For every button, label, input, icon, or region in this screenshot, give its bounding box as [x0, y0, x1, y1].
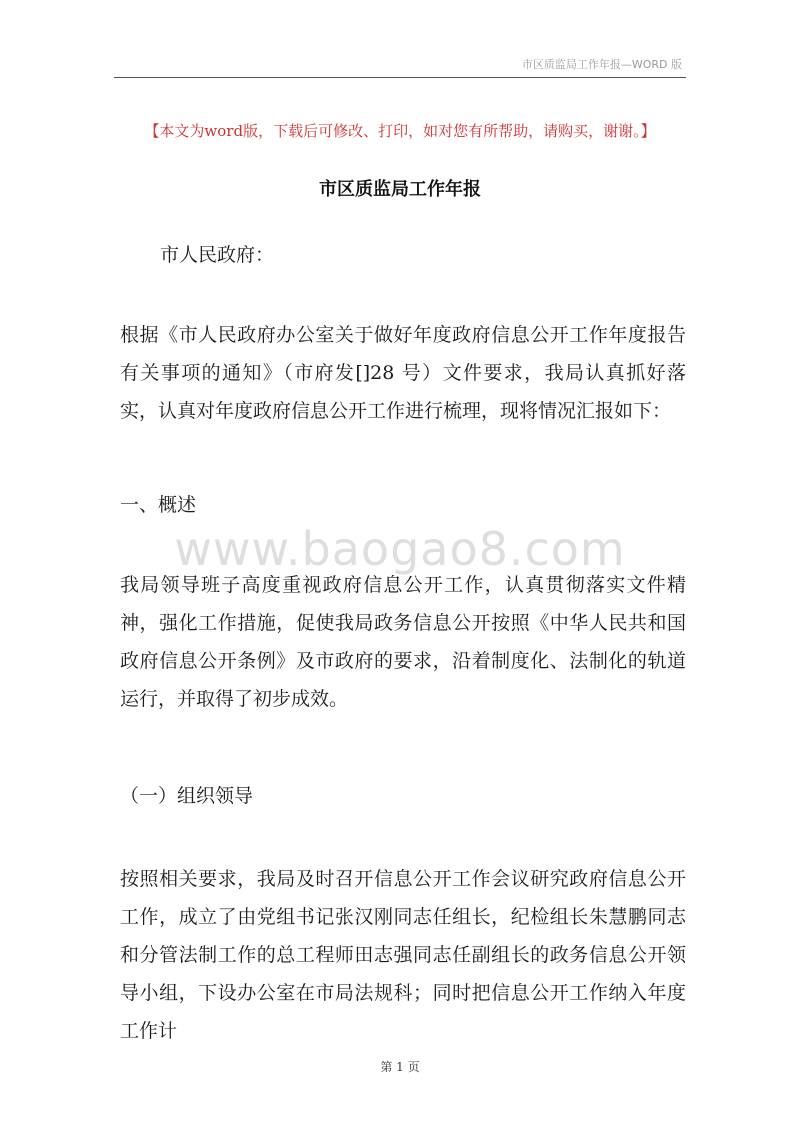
section-heading-organization: （一）组织领导	[120, 785, 254, 807]
section-heading-overview: 一、概述	[120, 494, 197, 516]
salutation: 市人民政府：	[160, 244, 275, 266]
page-number: 第 1 页	[380, 1060, 420, 1074]
paragraph-intro: 根据《市人民政府办公室关于做好年度政府信息公开工作年度报告有关事项的通知》（市府发[]28 号）文件要求，我局认真抓好落实，认真对年度政府信息公开工作进行梳理，现将情况汇报如下：	[120, 324, 686, 422]
watermark: www.baogao8.com	[174, 522, 626, 576]
document-title: 市区质监局工作年报	[319, 179, 481, 200]
header-rule	[114, 77, 686, 78]
purchase-notice: 【本文为word版，下载后可修改、打印，如对您有所帮助，请购买，谢谢。】	[144, 122, 656, 140]
paragraph-organization: 按照相关要求，我局及时召开信息公开工作会议研究政府信息公开工作，成立了由党组书记张汉刚同志任组长，纪检组长朱慧鹏同志和分管法制工作的总工程师田志强同志任副组长的政务信息公开领导小组，下设办公室在市局法规科；同时把信息公开工作纳入年度工作计	[120, 868, 686, 1042]
paragraph-overview: 我局领导班子高度重视政府信息公开工作，认真贯彻落实文件精神，强化工作措施，促使我局政务信息公开按照《中华人民共和国政府信息公开条例》及市政府的要求，沿着制度化、法制化的轨道运行，并取得了初步成效。	[120, 574, 686, 710]
running-header: 市区质监局工作年报—WORD 版	[521, 58, 682, 71]
